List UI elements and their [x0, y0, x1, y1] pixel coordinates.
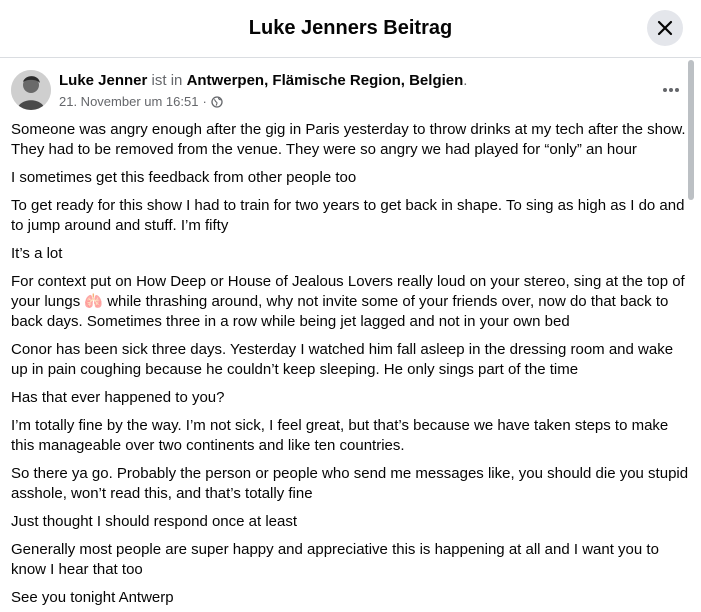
- post-meta: [59, 72, 467, 89]
- location-suffix: .: [463, 72, 468, 89]
- scrollbar[interactable]: [688, 60, 696, 612]
- dialog-title: Luke Jenners Beitrag: [248, 17, 453, 39]
- avatar[interactable]: [11, 70, 51, 110]
- post-header: [11, 70, 691, 114]
- close-button[interactable]: [647, 10, 683, 46]
- location-link[interactable]: Antwerpen, Flämische Region, Belgien: [186, 72, 464, 89]
- post-paragraph: Someone was angry enough after the gig in Paris yesterday to throw drinks at my tech after the show. They had to be removed from the venue. They were so angry we had played for “only” an hour: [11, 121, 686, 158]
- post-paragraph: For context put on How Deep or House of Jealous Lovers really loud on your stereo, sing at the top of your lungs 🫁 while thrashing around, why not invite some of your friends over, now do that back to back days. Sometimes three in a row while being jet lagged and not in your own bed: [11, 273, 685, 330]
- close-icon: [657, 20, 673, 36]
- dialog-header: [0, 0, 701, 58]
- post-paragraph: Conor has been sick three days. Yesterday I watched him fall asleep in the dressing room and wake up in pain coughing because he couldn’t keep sleeping. He only sings part of the time: [11, 341, 674, 378]
- post-paragraph: See you tonight Antwerp: [11, 589, 174, 606]
- post-paragraph: I’m totally fine by the way. I’m not sick, I feel great, but that’s because we have taken steps to make this manageable over two continents and like ten countries.: [11, 417, 669, 454]
- more-options-icon: [662, 87, 680, 93]
- post-paragraph: To get ready for this show I had to train for two years to get back in shape. To sing as high as I do and to jump around and stuff. I’m fifty: [11, 197, 685, 234]
- location-prefix: ist in: [151, 72, 183, 89]
- globe-icon: [211, 96, 223, 108]
- author-name[interactable]: Luke Jenner: [59, 72, 148, 89]
- post-paragraph: Just thought I should respond once at least: [11, 513, 298, 530]
- post-body: [11, 120, 689, 612]
- post-paragraph: Generally most people are super happy and appreciative this is happening at all and I want you to know I hear that too: [11, 541, 659, 578]
- date-separator: ·: [202, 94, 207, 109]
- scrollbar-thumb[interactable]: [688, 60, 694, 200]
- post-paragraph: So there ya go. Probably the person or people who send me messages like, you should die you stupid asshole, won’t read this, and that’s totally fine: [11, 465, 689, 502]
- post-paragraph: I sometimes get this feedback from other people too: [11, 169, 357, 186]
- more-options-button[interactable]: [659, 78, 683, 102]
- post-paragraph: Has that ever happened to you?: [11, 389, 225, 406]
- post-date[interactable]: 21. November um 16:51: [59, 94, 199, 109]
- post-date-line: [59, 94, 223, 109]
- post-paragraph: It’s a lot: [11, 245, 63, 262]
